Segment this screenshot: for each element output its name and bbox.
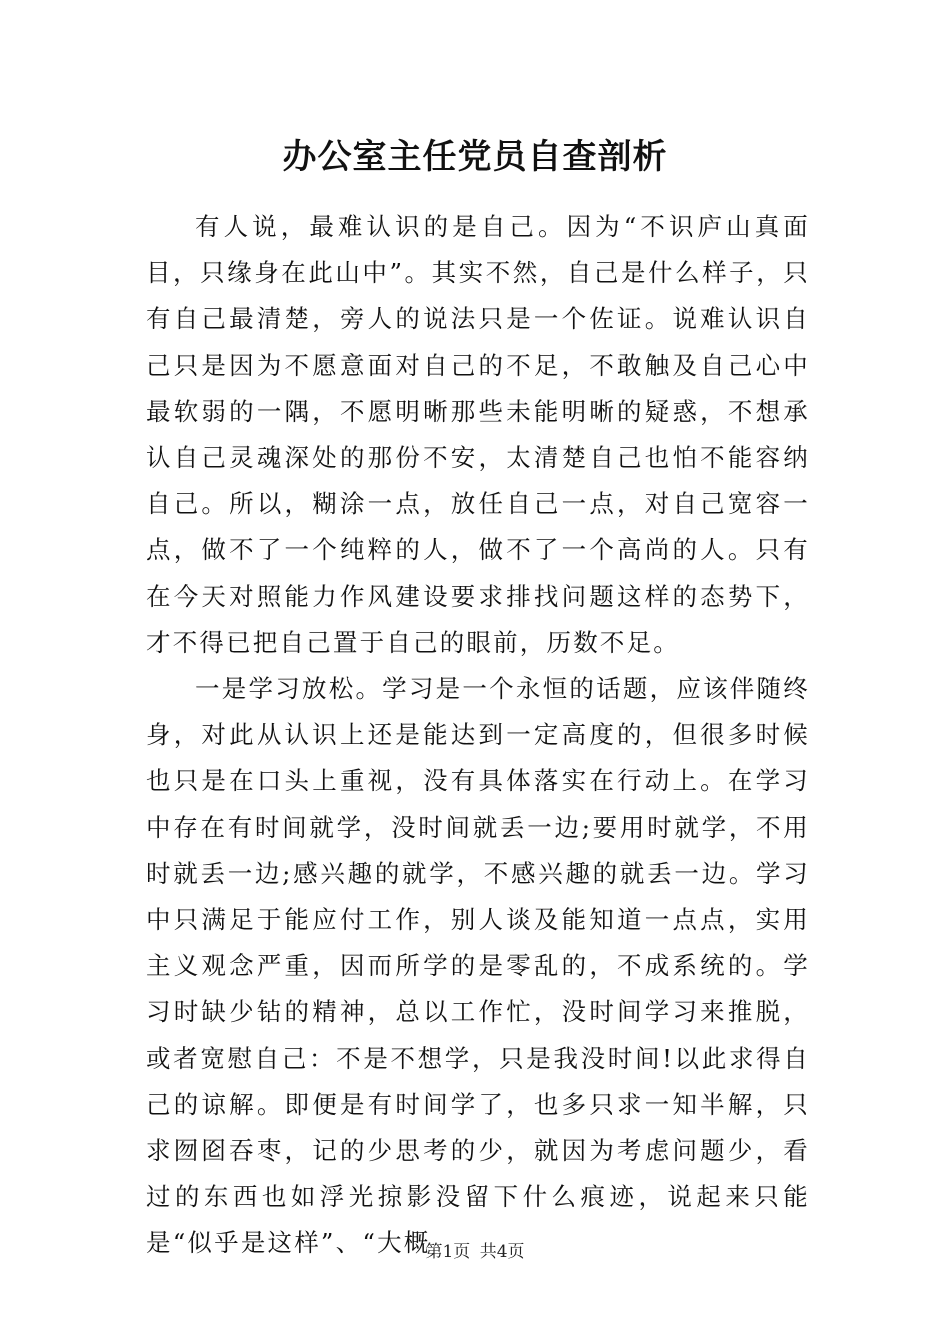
- page-footer: [0, 1240, 950, 1264]
- page-total: 共4页: [479, 1242, 525, 1262]
- document-title: 办公室主任党员自查剖析: [282, 137, 668, 177]
- paragraph-intro: 有人说，最难认识的是自己。因为“不识庐山真面目，只缘身在此山中”。其实不然，自己是什么样子，只有自己最清楚，旁人的说法只是一个佐证。说难认识自己只是因为不愿意面对自己的不足，不敢触及自己心中最软弱的一隅，不愿明晰那些未能明晰的疑惑，不想承认自己灵魂深处的那份不安，太清楚自己也怕不能容纳自己。所以，糊涂一点，放任自己一点，对自己宽容一点，做不了一个纯粹的人，做不了一个高尚的人。只有在今天对照能力作风建设要求排找问题这样的态势下，才不得已把自己置于自己的眼前，历数不足。: [146, 212, 810, 657]
- page-number: 第1页: [425, 1242, 471, 1262]
- paragraph-study: 一是学习放松。学习是一个永恒的话题，应该伴随终身，对此从认识上还是能达到一定高度的，但很多时候也只是在口头上重视，没有具体落实在行动上。在学习中存在有时间就学，没时间就丢一边;要用时就学，不用时就丢一边;感兴趣的就学，不感兴趣的就丢一边。学习中只满足于能应付工作，别人谈及能知道一点点，实用主义观念严重，因而所学的是零乱的，不成系统的。学习时缺少钻的精神，总以工作忙，没时间学习来推脱，或者宽慰自己：不是不想学，只是我没时间!以此求得自己的谅解。即便是有时间学了，也多只求一知半解，只求囫囵吞枣，记的少思考的少，就因为考虑问题少，看过的东西也如浮光掠影没留下什么痕迹，说起来只能是“似乎是这样”、“大概: [146, 674, 810, 1258]
- document-body: [146, 204, 810, 1267]
